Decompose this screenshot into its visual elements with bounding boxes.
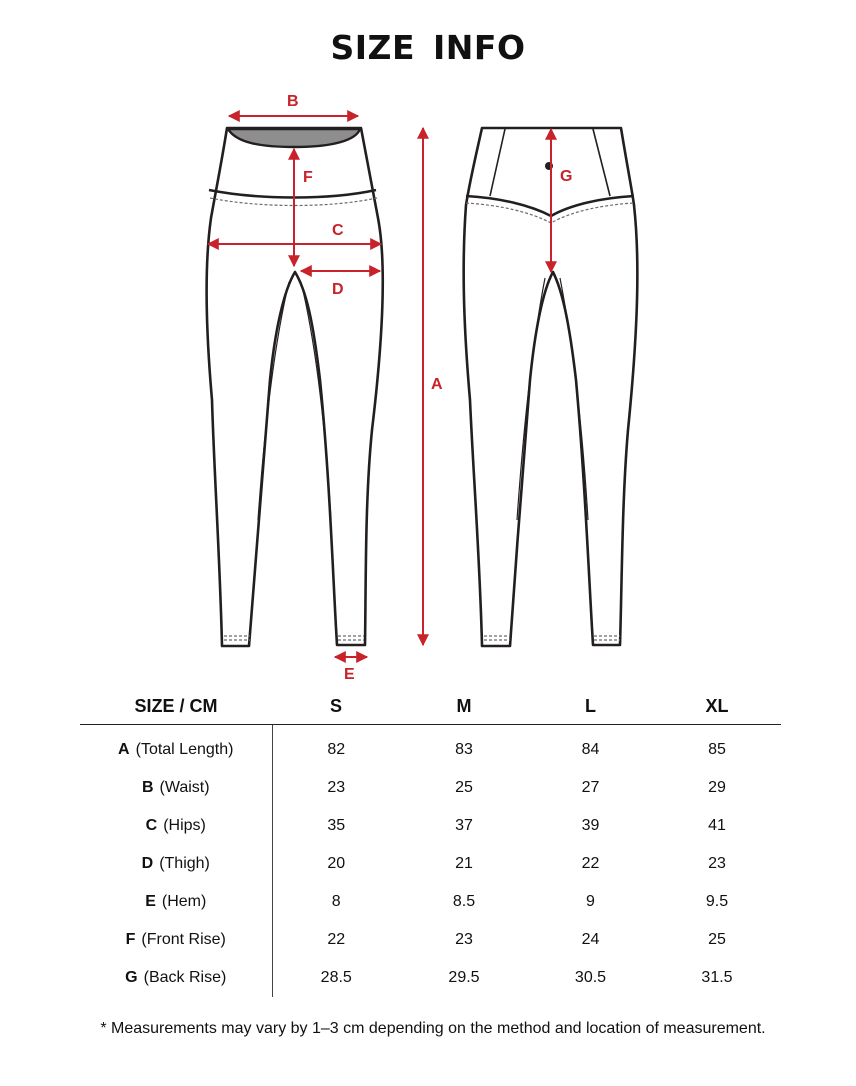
label-d: D bbox=[332, 281, 344, 298]
table-cell: 30.5 bbox=[574, 969, 607, 986]
label-e: E bbox=[344, 666, 355, 683]
table-row bbox=[80, 921, 781, 959]
table-cell: 8 bbox=[331, 893, 341, 910]
table-row bbox=[80, 807, 781, 845]
row-label bbox=[80, 959, 272, 997]
table-cell: 24 bbox=[581, 931, 600, 948]
measurement-footnote: * Measurements may vary by 1–3 cm depending on the method and location of measurement. bbox=[100, 1020, 766, 1037]
page-title: SIZE INFO bbox=[330, 28, 526, 67]
row-measurement-name: (Back Rise) bbox=[143, 969, 227, 986]
row-letter: G bbox=[125, 969, 138, 986]
table-cell: 29 bbox=[708, 779, 726, 796]
table-cell: 41 bbox=[708, 817, 726, 834]
row-label bbox=[80, 883, 272, 921]
waistband-top bbox=[228, 129, 360, 147]
leggings-measurement-diagram bbox=[0, 80, 856, 690]
table-cell: 22 bbox=[581, 855, 600, 872]
table-cell: 23 bbox=[327, 779, 346, 796]
row-measurement-name: (Thigh) bbox=[159, 855, 210, 872]
table-cell: 85 bbox=[708, 741, 726, 758]
row-label bbox=[80, 807, 272, 845]
table-cell: 21 bbox=[455, 855, 473, 872]
table-cell: 29.5 bbox=[448, 969, 480, 986]
table-cell: 28.5 bbox=[320, 969, 352, 986]
row-letter: D bbox=[141, 855, 154, 872]
row-letter: F bbox=[125, 931, 136, 948]
table-cell: 23 bbox=[708, 855, 726, 872]
row-label bbox=[80, 725, 272, 770]
header-size-m: M bbox=[400, 688, 528, 725]
table-cell: 83 bbox=[455, 741, 473, 758]
table-cell: 39 bbox=[581, 817, 600, 834]
label-g: G bbox=[560, 168, 573, 185]
header-size-cm: SIZE / CM bbox=[80, 688, 272, 725]
row-measurement-name: (Hips) bbox=[163, 817, 206, 834]
table-cell: 8.5 bbox=[452, 893, 476, 910]
table-cell: 35 bbox=[327, 817, 346, 834]
table-cell: 25 bbox=[708, 931, 726, 948]
table-cell: 82 bbox=[327, 741, 346, 758]
table-row bbox=[80, 725, 781, 770]
row-measurement-name: (Front Rise) bbox=[141, 931, 226, 948]
row-measurement-name: (Waist) bbox=[159, 779, 210, 796]
label-c: C bbox=[332, 222, 344, 239]
table-cell: 37 bbox=[455, 817, 473, 834]
size-chart-table bbox=[80, 688, 781, 997]
table-cell: 22 bbox=[327, 931, 346, 948]
table-row bbox=[80, 959, 781, 997]
table-cell: 9.5 bbox=[705, 893, 729, 910]
row-label bbox=[80, 845, 272, 883]
row-measurement-name: (Hem) bbox=[161, 893, 207, 910]
table-row bbox=[80, 883, 781, 921]
table-row bbox=[80, 845, 781, 883]
header-size-s: S bbox=[272, 688, 400, 725]
row-letter: B bbox=[141, 779, 154, 796]
header-size-l: L bbox=[528, 688, 653, 725]
table-cell: 27 bbox=[581, 779, 600, 796]
table-cell: 31.5 bbox=[701, 969, 733, 986]
table-cell: 84 bbox=[581, 741, 600, 758]
table-body bbox=[80, 725, 781, 998]
table-cell: 25 bbox=[455, 779, 473, 796]
row-letter: A bbox=[118, 741, 130, 758]
label-f: F bbox=[303, 169, 313, 186]
label-a: A bbox=[431, 376, 443, 393]
table-cell: 23 bbox=[455, 931, 473, 948]
row-letter: C bbox=[145, 817, 158, 834]
table-cell: 20 bbox=[327, 855, 346, 872]
row-label bbox=[80, 769, 272, 807]
row-letter: E bbox=[145, 893, 156, 910]
table-row bbox=[80, 769, 781, 807]
row-label bbox=[80, 921, 272, 959]
table-header-row bbox=[80, 688, 781, 725]
header-size-xl: XL bbox=[653, 688, 781, 725]
table-cell: 9 bbox=[586, 893, 595, 910]
label-b: B bbox=[287, 93, 299, 110]
row-measurement-name: (Total Length) bbox=[135, 741, 234, 758]
